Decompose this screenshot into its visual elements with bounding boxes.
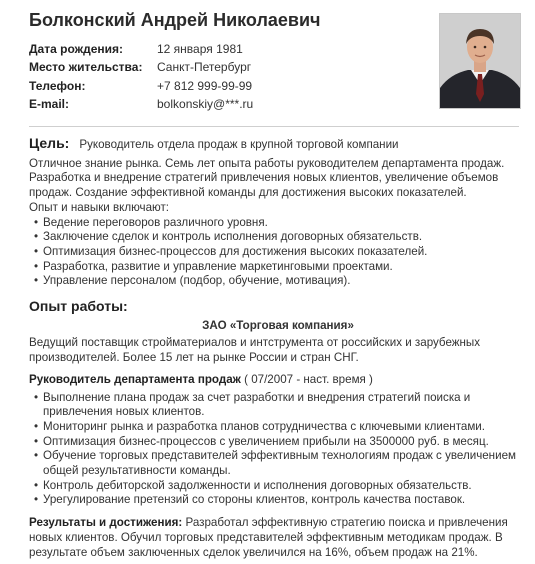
summary-text: Отличное знание рынка. Семь лет опыта работы руководителем департамента продаж. Разработка и внедрение стратегий привлечения новых клиентов, увеличение объемов продаж. Создание эффективной команды для достижения высоких показателей. [29,156,505,200]
residence-value: Санкт-Петербург [157,60,252,75]
goal [29,136,527,153]
results-label: Результаты и достижения: [29,516,183,530]
skills-list [29,216,527,290]
position [29,373,527,388]
birth-value: 12 января 1981 [157,42,243,56]
person-photo-icon [439,13,521,109]
company-description: Ведущий поставщик стройматериалов и интструмента от российских и зарубежных производителей. Более 15 лет на рынке России и стран СНГ. [29,336,481,365]
header-divider [29,126,519,127]
list-item: • Мониторинг рынка и разработка планов сотрудничества с ключевыми клиентами. [43,420,527,435]
list-item: • Управление персоналом (подбор, обучение, мотивация). [43,274,527,289]
experience-title: Опыт работы: [29,298,128,315]
list-item: • Разработка, развитие и управление маркетинговыми проектами. [43,260,527,275]
residence-row [29,58,253,76]
personal-info [29,40,253,113]
email-value[interactable]: bolkonskiy@***.ru [157,96,254,111]
position-period: ( 07/2007 - наст. время ) [244,372,373,386]
birth-row [29,40,253,58]
phone-label: Телефон: [29,78,86,93]
goal-label: Цель: [29,135,70,151]
list-item: • Урегулирование претензий со стороны клиентов, контроль качества поставок. [43,493,527,508]
list-item: • Заключение сделок и контроль исполнения договорных обязательств. [43,230,527,245]
list-item: • Контроль дебиторской задолженности и исполнения договорных обязательств. [43,479,527,494]
phone-row [29,77,253,95]
resume-body [29,136,527,560]
company-name: ЗАО «Торговая компания» [202,318,354,332]
email-label: E-mail: [29,96,70,111]
position-title: Руководитель департамента продаж [29,372,241,386]
list-item: • Оптимизация бизнес-процессов для достижения высоких показателей. [43,245,527,260]
skills-label: Опыт и навыки включают: [29,200,169,214]
results [29,516,527,560]
photo-illustration [440,14,520,108]
person-name: Болконский Андрей Николаевич [29,10,321,30]
birth-label: Дата рождения: [29,42,124,56]
list-item: • Выполнение плана продаж за счет разработки и внедрения стратегий поиска и привлечения новых клиентов. [43,391,527,420]
residence-label: Место жительства: [29,60,143,75]
results-text: Разработал эффективную стратегию поиска и привлечения новых клиентов. Обучил торговых представителей эффективным методикам продаж. В результате объем заключенных сделок увеличился на 16%, объем продаж на 21%. [29,516,508,559]
email-row [29,95,253,113]
list-item: • Оптимизация бизнес-процессов с увеличением прибыли на 3500000 руб. в месяц. [43,435,527,450]
list-item: • Ведение переговоров различного уровня. [43,216,527,231]
list-item: • Обучение торговых представителей эффективным технологиям продаж с увеличением общей результативности команды. [43,449,527,478]
duties-list [29,391,527,509]
phone-value: +7 812 999-99-99 [157,78,253,93]
goal-text: Руководитель отдела продаж в крупной торговой компании [79,138,399,151]
